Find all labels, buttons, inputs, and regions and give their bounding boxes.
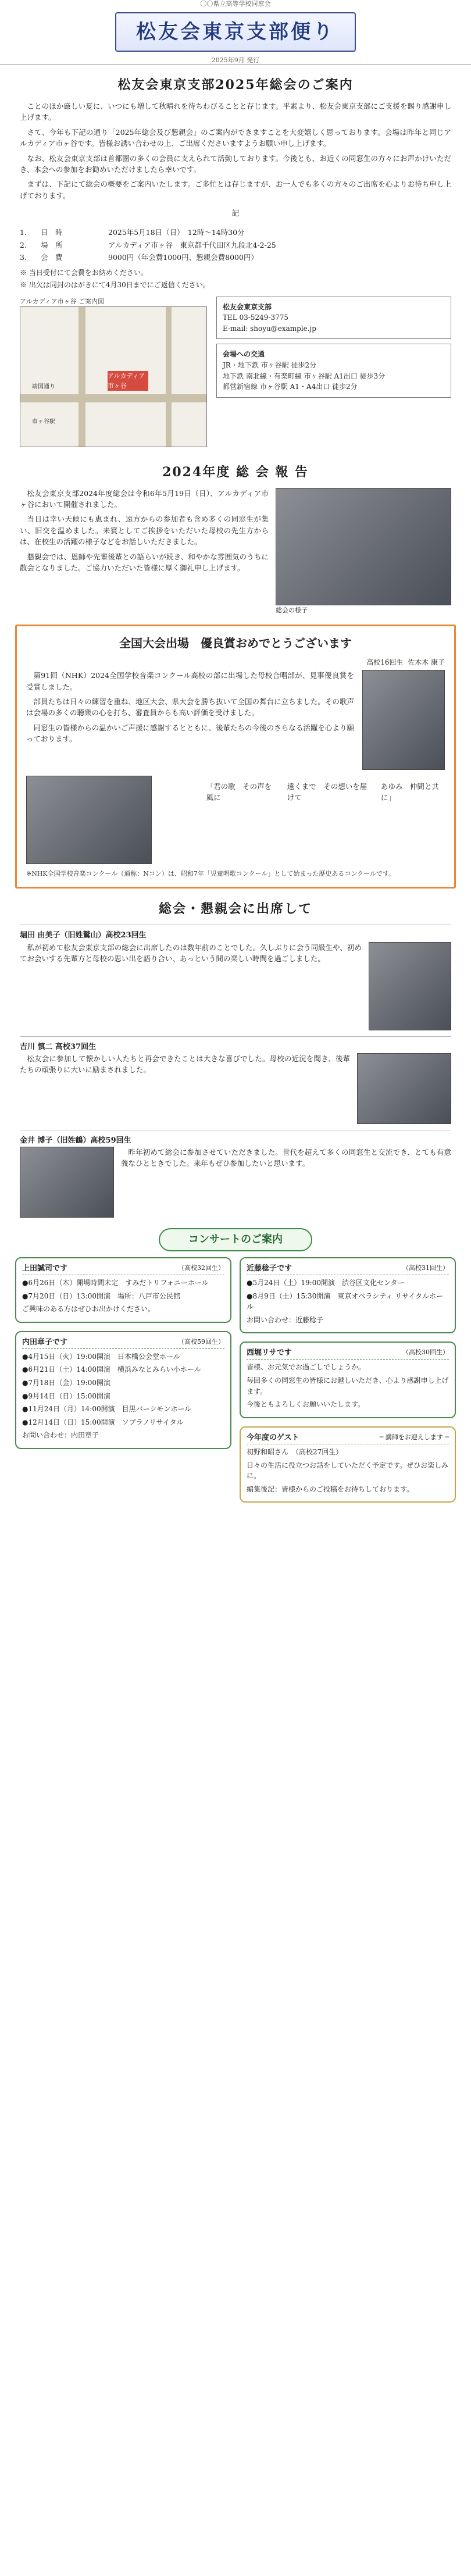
poem-line: 「君の歌 その声を風に — [206, 782, 272, 802]
concert-box — [240, 1257, 456, 1334]
guest-box-head — [247, 1432, 449, 1444]
award-author-name: 佐木木 康子 — [408, 658, 445, 666]
performer-year: （高校31回生） — [402, 1264, 449, 1272]
performer-year: （高校30回生） — [402, 1348, 449, 1357]
concert-box — [15, 1331, 231, 1449]
access-line: JR・地下鉄 市ヶ谷駅 徒歩2分 — [223, 361, 317, 369]
concert-event: ●11月24日（月）14:00開演 目黒パーシモンホール — [22, 1405, 192, 1414]
members-title: 総会・懇親会に出席して — [158, 901, 312, 917]
schedule-value: アルカディア市ヶ谷 東京都千代田区九段北4-2-25 — [108, 240, 276, 249]
concert-event: お問い合わせ：近藤稔子 — [247, 1315, 324, 1324]
member-body — [20, 1053, 451, 1124]
concert-box-head — [22, 1263, 224, 1275]
notice-paragraph: さて、今年も下記の通り「2025年総会及び懇親会」のご案内ができますことを大変嬉しく思っております。会場は昨年と同じアルカディア市ヶ谷です。皆様お誘い合わせの上、ご出席くださいますようお願い申し上げます。 — [20, 127, 451, 148]
schedule-label: 場 所 — [41, 240, 63, 249]
award-paragraph: 部員たちは日々の練習を重ね、地区大会、県大会を勝ち抜いて全国の舞台に立ちました。その歌声は会場の多くの聴衆の心を打ち、審査員からも高い評価を受けました。 — [26, 697, 354, 718]
concert-event: ●8月9日（土）15:30開演 東京オペラシティ リサイタルホール — [247, 1291, 444, 1311]
concert-event: ●4月15日（火）19:00開演 日本橋公会堂ホール — [22, 1352, 180, 1361]
schedule-value: 9000円（年会費1000円、懇親会費8000円） — [108, 252, 258, 262]
concert-heading: コンサートのご案内 — [159, 1228, 312, 1251]
contact-title: 松友会東京支部 — [223, 302, 272, 311]
guest-line: 日々の生活に役立つお話をしていただく予定です。ぜひお楽しみに。 — [247, 1461, 449, 1480]
guest-line: 編集後記：皆様からのご投稿をお待ちしております。 — [247, 1485, 414, 1493]
award-photos — [26, 776, 445, 864]
contact-line: TEL 03-5249-3775 — [223, 313, 289, 322]
member-body — [20, 942, 451, 1030]
report-text — [20, 488, 269, 615]
concert-event: ●6月21日（土）14:00開演 横浜みなとみらい小ホール — [22, 1365, 201, 1374]
concert-columns — [0, 1257, 471, 1503]
issue-date: 2025年9月 発行 — [211, 56, 260, 65]
member-entry — [20, 925, 451, 1030]
notice-paragraph: ことのほか厳しい夏に、いつにも増して秋晴れを待ちわびることと存じます。平素より、松友会東京支部にご支援を賜り感謝申し上げます。 — [20, 102, 451, 122]
map-road — [78, 307, 85, 447]
award-author — [26, 657, 445, 668]
contact-box — [216, 297, 451, 340]
concert-event: ●5月24日（土）19:00開演 渋谷区文化センター — [247, 1278, 405, 1287]
award-text — [26, 670, 354, 770]
schedule-note: ※ 当日受付にて会費をお納めください。 — [20, 269, 148, 277]
report-body — [20, 488, 451, 615]
concert-event: 今後ともよろしくお願いいたします。 — [247, 1400, 365, 1409]
map-venue-marker: アルカディア市ヶ谷 — [108, 371, 148, 391]
schedule-no: 1. — [20, 228, 27, 237]
performer-name: 西堀リサです — [247, 1348, 292, 1358]
report-paragraph: 松友会東京支部2024年度総会は令和6年5月19日（日）、アルカディア市ヶ谷において開催されました。 — [20, 488, 269, 509]
schedule-label: 日 時 — [41, 228, 63, 237]
concert-event: ご興味のある方はぜひお出かけください。 — [22, 1305, 155, 1314]
access-line: 地下鉄 南北線・有楽町線 市ヶ谷駅 A1出口 徒歩3分 — [223, 372, 386, 380]
newsletter-header — [0, 0, 471, 65]
member-body — [20, 1147, 451, 1218]
map-station-label: 市ヶ谷駅 — [32, 418, 55, 425]
award-author-label: 高校16回生 — [366, 658, 404, 666]
member-text: 私が初めて松友会東京支部の総会に出席したのは数年前のことでした。久しぶりに会う同級生や、初めてお会いする先輩方と母校の思い出を語り合い、あっという間の楽しい時間を過ごしました。 — [20, 943, 362, 963]
access-title: 会場への交通 — [223, 350, 265, 359]
map-block — [20, 297, 207, 447]
choir-photo — [26, 776, 152, 864]
member-name: 吉川 慎二 高校37回生 — [20, 1042, 97, 1051]
concert-right-column — [240, 1257, 456, 1503]
report-paragraph: 当日は幸い天候にも恵まれ、遠方からの参加者も含め多くの同窓生が集い、旧交を温めました。来賓としてご挨拶をいただいた母校の先生方からは、在校生の活躍の様子などをお話しいただきました。 — [20, 515, 269, 547]
report-photo-block — [276, 488, 451, 615]
concert-box-head — [247, 1347, 449, 1360]
concert-box-head — [247, 1263, 449, 1275]
map-road — [20, 394, 206, 402]
guest-heading: 今年度のゲスト — [247, 1433, 299, 1442]
award-poem — [206, 782, 445, 859]
access-box — [216, 344, 451, 397]
member-photo — [369, 942, 451, 1030]
member-name: 金井 博子（旧姓鶴）高校59回生 — [20, 1136, 131, 1145]
concert-event: お問い合わせ：内田章子 — [22, 1431, 99, 1440]
schedule-no: 2. — [20, 240, 27, 249]
schedule-label: 会 費 — [41, 252, 63, 262]
meeting-report — [0, 462, 471, 615]
poem-line: 遠くまで その想いを届けて — [287, 782, 367, 802]
contact-line: E-mail: shoyu@example.jp — [223, 324, 316, 333]
award-paragraph: 第91回（NHK）2024全国学校音楽コンクール高校の部に出場した母校合唱部が、見事優良賞を受賞しました。 — [26, 671, 354, 691]
member-entry — [20, 1130, 451, 1218]
notice-paragraph: なお、松友会東京支部は首都圏の多くの会員に支えられて活動しております。今後とも、お近くの同窓生の方々にお声かけいただき、本会への参加をお勧めいただけましたら幸いです。 — [20, 154, 451, 174]
map-caption: アルカディア市ヶ谷 ご案内図 — [20, 297, 105, 305]
map-road-label: 靖国通り — [32, 383, 55, 390]
member-text: 昨年初めて総会に参加させていただきました。世代を超えて多くの同窓生と交流でき、とても有意義なひとときでした。来年もぜひ参加したいと思います。 — [121, 1147, 451, 1168]
poem-line: あゆみ 仲間と共に」 — [380, 782, 439, 802]
notice-paragraph: まずは、下記にて総会の概要をご案内いたします。ご多忙とは存じますが、お一人でも多くの方々のご出席を心よりお待ち申し上げております。 — [20, 180, 451, 200]
contact-info — [216, 297, 451, 447]
performer-name: 内田章子です — [22, 1337, 68, 1347]
award-title: 全国大会出場 優良賞おめでとうございます — [119, 636, 352, 650]
schedule-no: 3. — [20, 252, 27, 262]
award-paragraph: 同窓生の皆様からの温かいご声援に感謝するとともに、後輩たちの今後のさらなる活躍を心より願っております。 — [26, 723, 354, 744]
header-subtitle: 〇〇県立高等学校同窓会 — [200, 0, 271, 8]
award-body — [26, 670, 445, 770]
newsletter-title: 松友会東京支部便り — [115, 12, 356, 52]
guest-subheading: ─ 講師をお迎えします ─ — [379, 1433, 449, 1441]
member-text: 松友会に参加して懐かしい人たちと再会できたことは大きな喜びでした。母校の近況を聞き、後輩たちの頑張りに大いに励まされました。 — [20, 1054, 350, 1075]
meeting-notice — [0, 75, 471, 447]
award-footnote: ※NHK全国学校音楽コンクール（通称：Nコン）は、昭和7年「児童唱歌コンクール」として始まった歴史あるコンクールです。 — [26, 870, 395, 878]
concert-box — [240, 1341, 456, 1418]
member-photo — [20, 1147, 114, 1218]
venue-map — [20, 306, 207, 447]
award-box — [15, 625, 456, 889]
concert-event: 毎回多くの同窓生の皆様にお越しいただき、心より感謝申し上げます。 — [247, 1376, 449, 1396]
members-section — [0, 899, 471, 1218]
schedule-note: ※ 出欠は同封のはがきにて4月30日までにご返信ください。 — [20, 280, 210, 289]
report-title: 2024年度 総 会 報 告 — [162, 464, 309, 480]
concert-event: ●7月18日（金）19:00開演 — [22, 1379, 110, 1387]
concert-event: ●9月14日（日）15:00開演 — [22, 1392, 110, 1400]
map-road — [166, 307, 172, 447]
author-portrait — [362, 670, 445, 770]
map-and-contacts — [20, 297, 451, 447]
guest-box — [240, 1426, 456, 1503]
schedule-value: 2025年5月18日（日） 12時〜14時30分 — [108, 228, 245, 237]
performer-name: 近藤稔子です — [247, 1264, 292, 1273]
concert-event: 皆様、お元気でお過ごしでしょうか。 — [247, 1363, 366, 1372]
concert-box — [15, 1257, 231, 1323]
notice-title: 松友会東京支部2025年総会のご案内 — [117, 77, 354, 92]
member-entry — [20, 1036, 451, 1124]
guest-line: 初野和昭さん （高校27回生） — [247, 1447, 343, 1456]
kigo-heading: 記 — [231, 209, 240, 219]
access-line: 都営新宿線 市ヶ谷駅 A1・A4出口 徒歩2分 — [223, 383, 358, 391]
concert-event: ●12月14日（日）15:00開演 ソプラノリサイタル — [22, 1418, 184, 1426]
performer-year: （高校59回生） — [178, 1337, 224, 1346]
performer-year: （高校32回生） — [178, 1264, 224, 1272]
concert-left-column — [15, 1257, 231, 1503]
report-photo-caption: 総会の様子 — [276, 606, 308, 614]
member-name: 堀田 由美子（旧姓鷲山）高校23回生 — [20, 931, 147, 940]
report-paragraph: 懇親会では、恩師や先輩後輩との語らいが続き、和やかな雰囲気のうちに散会となりました。ご協力いただいた皆様に厚く御礼申し上げます。 — [20, 552, 269, 572]
meeting-schedule — [20, 227, 451, 263]
performer-name: 上田誠司です — [22, 1264, 68, 1273]
concert-event: ●7月20日（日）13:00開演 場所：八戸市公民館 — [22, 1291, 180, 1300]
report-photo — [276, 488, 451, 605]
member-photo — [357, 1053, 451, 1124]
concert-box-head — [22, 1337, 224, 1349]
concert-event: ●6月26日（木）開場時間未定 すみだトリフォニーホール — [22, 1278, 209, 1287]
